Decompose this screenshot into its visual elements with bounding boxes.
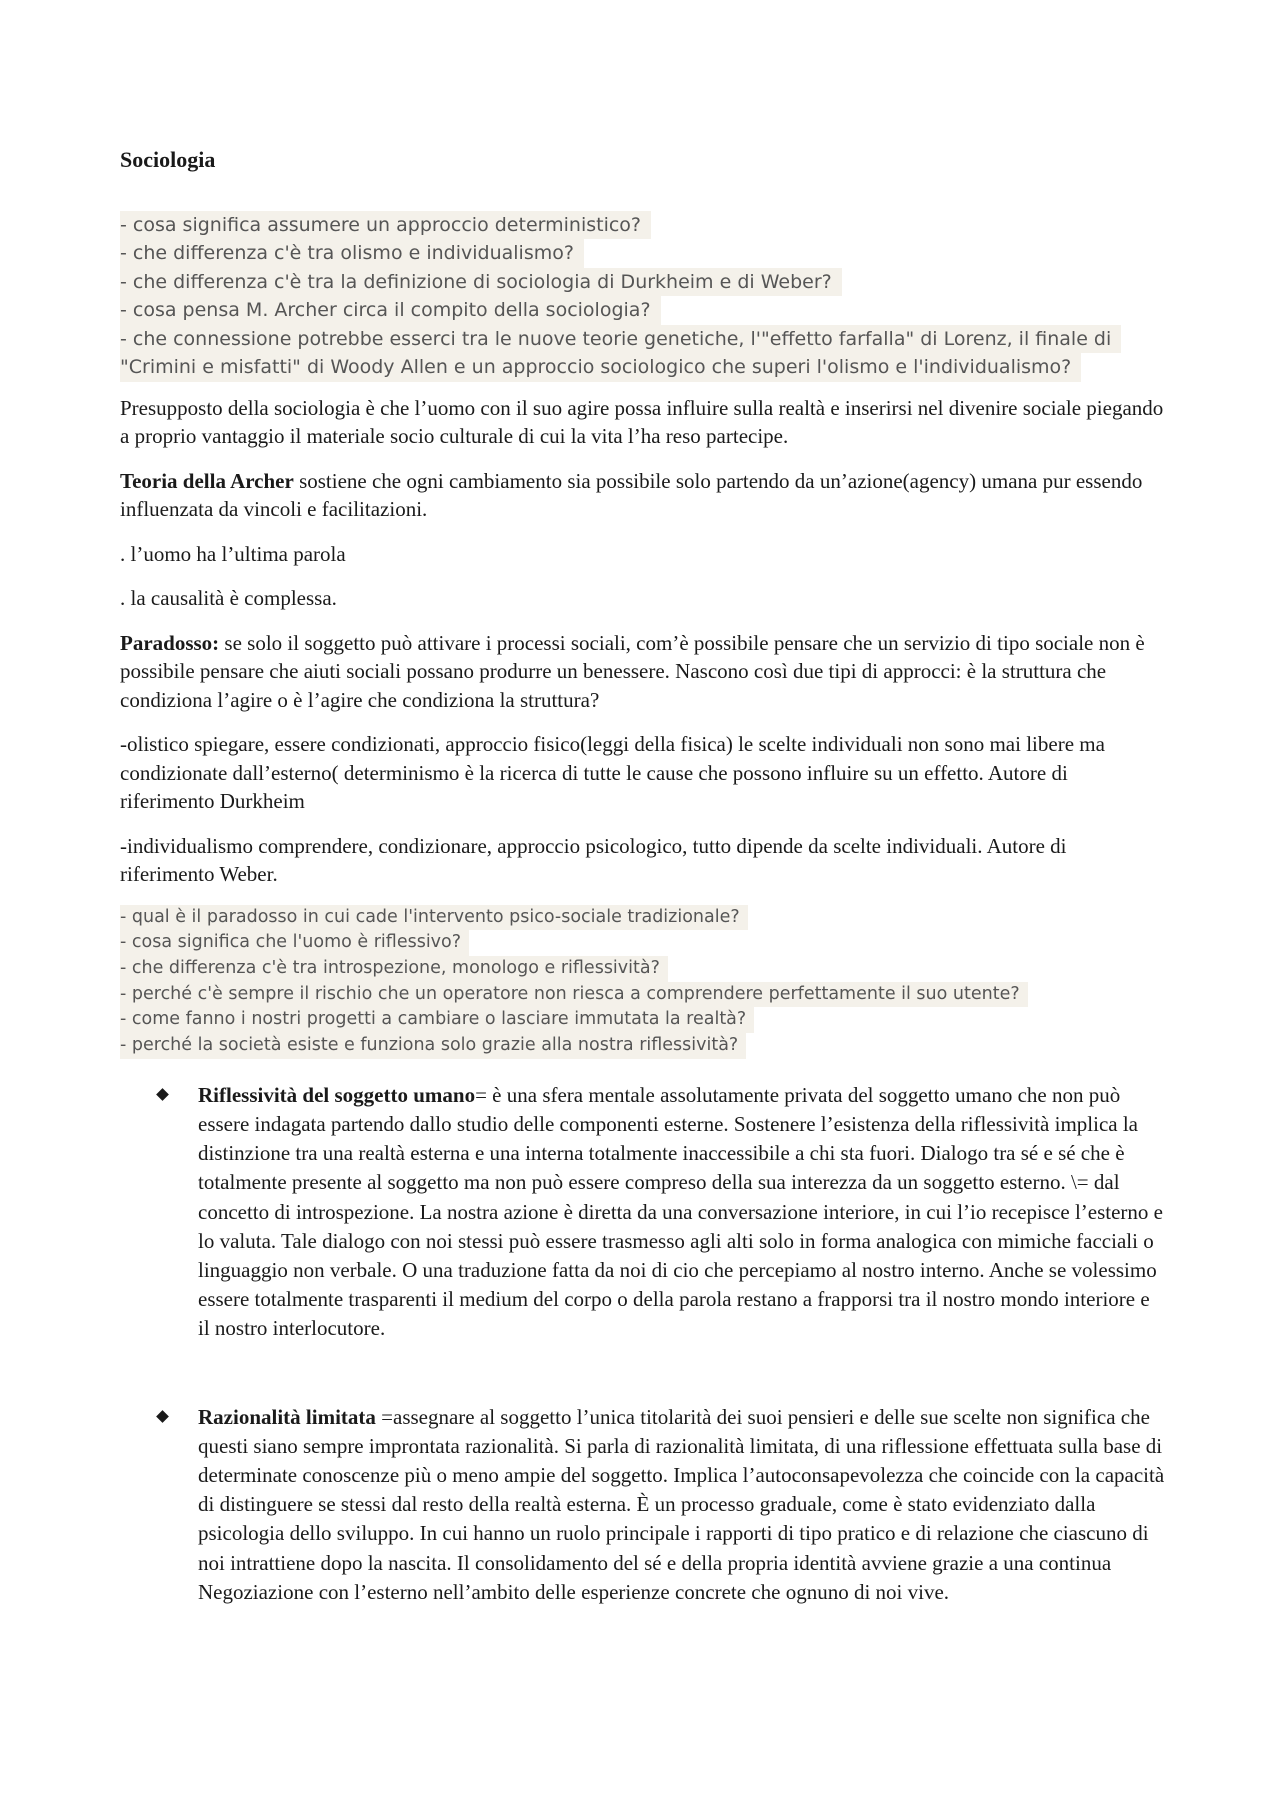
question-item: - come fanno i nostri progetti a cambiare o lasciare immutata la realtà?: [120, 1007, 754, 1033]
paragraph-presupposto: Presupposto della sociologia è che l’uomo con il suo agire possa influire sulla realtà e inserirsi nel divenire sociale piegando a proprio vantaggio il materiale socio culturale di cui la vita l’ha reso partecipe.: [120, 395, 1164, 449]
question-item: - che differenza c'è tra olismo e individualismo?: [120, 239, 584, 268]
document-body: [120, 146, 1165, 1607]
question-item: - che differenza c'è tra introspezione, monologo e riflessività?: [120, 956, 668, 982]
archer-label: Teoria della Archer: [120, 468, 294, 493]
paragraph-archer: [120, 467, 1165, 524]
bullet-label: Razionalità limitata: [198, 1404, 376, 1429]
question-list-2: [120, 905, 1165, 1059]
question-item: "Crimini e misfatti" di Woody Allen e un approccio sociologico che superi l'olismo e l'individualismo?: [120, 353, 1081, 382]
diamond-bullet-icon: [156, 1088, 169, 1101]
paragraph-paradosso: [120, 629, 1165, 715]
question-item: - cosa significa che l'uomo è riflessivo?: [120, 930, 469, 956]
bullet-text: = è una sfera mentale assolutamente privata del soggetto umano che non può essere indagata partendo dallo studio delle componenti esterne. Sostenere l’esistenza della riflessività implica la distinzione tra una realtà esterna e una interna totalmente inaccessibile a chi sta fuori. Dialogo tra sé e sé che è totalmente presente al soggetto ma non può essere compreso della sua interezza da un soggetto esterno. \= dal concetto di introspezione. La nostra azione è diretta da una conversazione interiore, in cui l’io recepisce l’esterno e lo valuta. Tale dialogo con noi stessi può essere trasmesso agli alti solo in forma analogica con mimiche facciali o linguaggio non verbale. O una traduzione fatta da noi di cio che percepiamo al nostro interno. Anche se volessimo essere totalmente trasparenti il medium del corpo o della parola restano a frapporsi tra il nostro mondo interiore e il nostro interlocutore.: [198, 1082, 1163, 1341]
question-item: - cosa pensa M. Archer circa il compito della sociologia?: [120, 296, 661, 325]
question-list-1: [120, 211, 1165, 382]
archer-text: sostiene che ogni cambiamento sia possibile solo partendo da un’azione(agency) umana pur essendo influenzata da vincoli e facilitazioni.: [120, 468, 1143, 522]
paragraph-individualismo: -individualismo comprendere, condizionare, approccio psicologico, tutto dipende da scelte individuali. Autore di riferimento Weber.: [120, 833, 1067, 887]
question-item: - perché la società esiste e funziona solo grazie alla nostra riflessività?: [120, 1033, 746, 1059]
paradosso-label: Paradosso:: [120, 630, 220, 655]
diamond-bullet-icon: [156, 1410, 169, 1423]
question-item: - che differenza c'è tra la definizione di sociologia di Durkheim e di Weber?: [120, 268, 842, 297]
paradosso-text: se solo il soggetto può attivare i processi sociali, com’è possibile pensare che un servizio di tipo sociale non è possibile pensare che aiuti sociali possano produrre un benessere. Nascono così due tipi di approcci: è la struttura che condiziona l’agire o è l’agire che condiziona la struttura?: [120, 630, 1145, 712]
document-title: Sociologia: [120, 147, 216, 172]
question-item: - cosa significa assumere un approccio deterministico?: [120, 211, 651, 240]
question-item: - che connessione potrebbe esserci tra le nuove teorie genetiche, l'"effetto farfalla" di Lorenz, il finale di: [120, 325, 1121, 354]
bullet-item-razionalita: [120, 1403, 1165, 1607]
paragraph-point-2: . la causalità è complessa.: [120, 586, 337, 611]
bullet-label: Riflessività del soggetto umano: [198, 1082, 476, 1107]
bullet-list: [120, 1081, 1165, 1607]
paragraph-olistico: -olistico spiegare, essere condizionati, approccio fisico(leggi della fisica) le scelte individuali non sono mai libere ma condizionate dall’esterno( determinismo è la ricerca di tutte le cause che possono influire su un effetto. Autore di riferimento Durkheim: [120, 732, 1105, 814]
bullet-text: =assegnare al soggetto l’unica titolarità dei suoi pensieri e delle sue scelte non significa che questi siano sempre improntata razionalità. Si parla di razionalità limitata, di una riflessione effettuata sulla base di determinate conoscenze più o meno ampie del soggetto. Implica l’autoconsapevolezza che coincide con la capacità di distinguere se stessi dal resto della realtà esterna. È un processo graduale, come è stato evidenziato dalla psicologia dello sviluppo. In cui hanno un ruolo principale i rapporti di tipo pratico e di relazione che ciascuno di noi intrattiene dopo la nascita. Il consolidamento del sé e della propria identità avviene grazie a una continua Negoziazione con l’esterno nell’ambito delle esperienze concrete che ognuno di noi vive.: [198, 1404, 1165, 1604]
question-item: - qual è il paradosso in cui cade l'intervento psico-sociale tradizionale?: [120, 905, 748, 931]
paragraph-point-1: . l’uomo ha l’ultima parola: [120, 541, 346, 566]
question-item: - perché c'è sempre il rischio che un operatore non riesca a comprendere perfettamente il suo utente?: [120, 982, 1028, 1008]
bullet-item-riflessivita: [120, 1081, 1165, 1344]
